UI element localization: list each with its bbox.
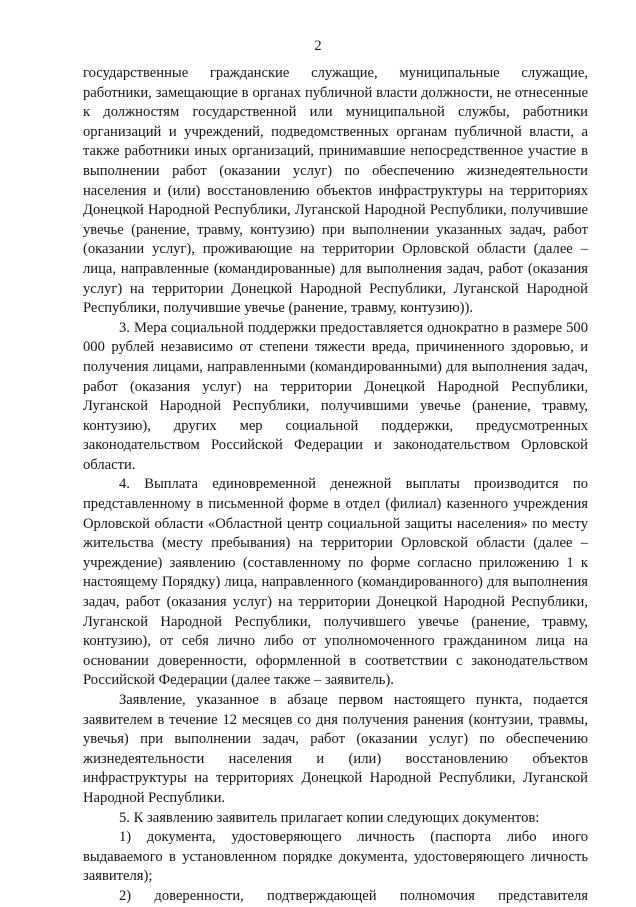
paragraph-item-5: 5. К заявлению заявитель прилагает копии следующих документов: <box>119 809 540 826</box>
page-number: 2 <box>314 38 322 54</box>
paragraph-item-4: 4. Выплата единовременной денежной выплаты производится по представленному в письменной форме в отдел (филиал) казенного учреждения Орловской области «Областной центр социальной защиты населения» по месту жительства (месту пребывания) на территории Орловской области (далее – учреждение) заявлению (составленному по форме согласно приложению 1 к настоящему Порядку) лица, направленного (командированного) для выполнения задач, работ (оказания услуг) на территории Донецкой Народной Республики, Луганской Народной Республики, получившего увечье (ранение, травму, контузию), от себя лично либо от уполномоченного гражданином лица на основании доверенности, оформленной в соответствии с законодательством Российской Федерации (далее также – заявитель). <box>83 476 588 689</box>
paragraph-subitem-2: 2) доверенности, подтверждающей полномочия представителя <box>119 887 588 904</box>
paragraph-item-3: 3. Мера социальной поддержки предоставляется однократно в размере 500 000 рублей независимо от степени тяжести вреда, причиненного здоровью, и получения лицами, направленными (командированными) для выполнения задач, работ (оказания услуг) на территории Донецкой Народной Республики, Луганской Народной Республики, получившими увечье (ранение, травму, контузию), других мер социальной поддержки, предусмотренных законодательством Российской Федерации и законодательством Орловской области. <box>83 319 588 473</box>
paragraph-subitem-1: 1) документа, удостоверяющего личность (паспорта либо иного выдаваемого в установленном порядке документа, удостоверяющего личность заявителя); <box>83 829 588 885</box>
paragraph-application-term: Заявление, указанное в абзаце первом настоящего пункта, подается заявителем в течение 12 месяцев со дня получения ранения (контузии, травмы, увечья) при выполнении задач, работ (оказании услуг) по обеспечению жизнедеятельности населения и (или) восстановлению объектов инфраструктуры на территориях Донецкой Народной Республики, Луганской Народной Республики. <box>83 692 588 806</box>
document-body <box>83 64 588 907</box>
paragraph-recipients: государственные гражданские служащие, муниципальные служащие, работники, замещающие в органах публичной власти должности, не отнесенные к должностям государственной или муниципальной службы, работники организаций и учреждений, подведомственных органам публичной власти, а также работники иных организаций, принимавшие непосредственное участие в выполнении работ (оказании услуг) по обеспечению жизнедеятельности населения и (или) восстановлению объектов инфраструктуры на территориях Донецкой Народной Республики, Луганской Народной Республики, получившие увечье (ранение, травму, контузию) при выполнении указанных задач, работ (оказании услуг), проживающие на территории Орловской области (далее – лица, направленные (командированные) для выполнения задач, работ (оказания услуг) на территории Донецкой Народной Республики, Луганской Народной Республики, получившие увечье (ранение, травму, контузию)). <box>83 65 588 317</box>
